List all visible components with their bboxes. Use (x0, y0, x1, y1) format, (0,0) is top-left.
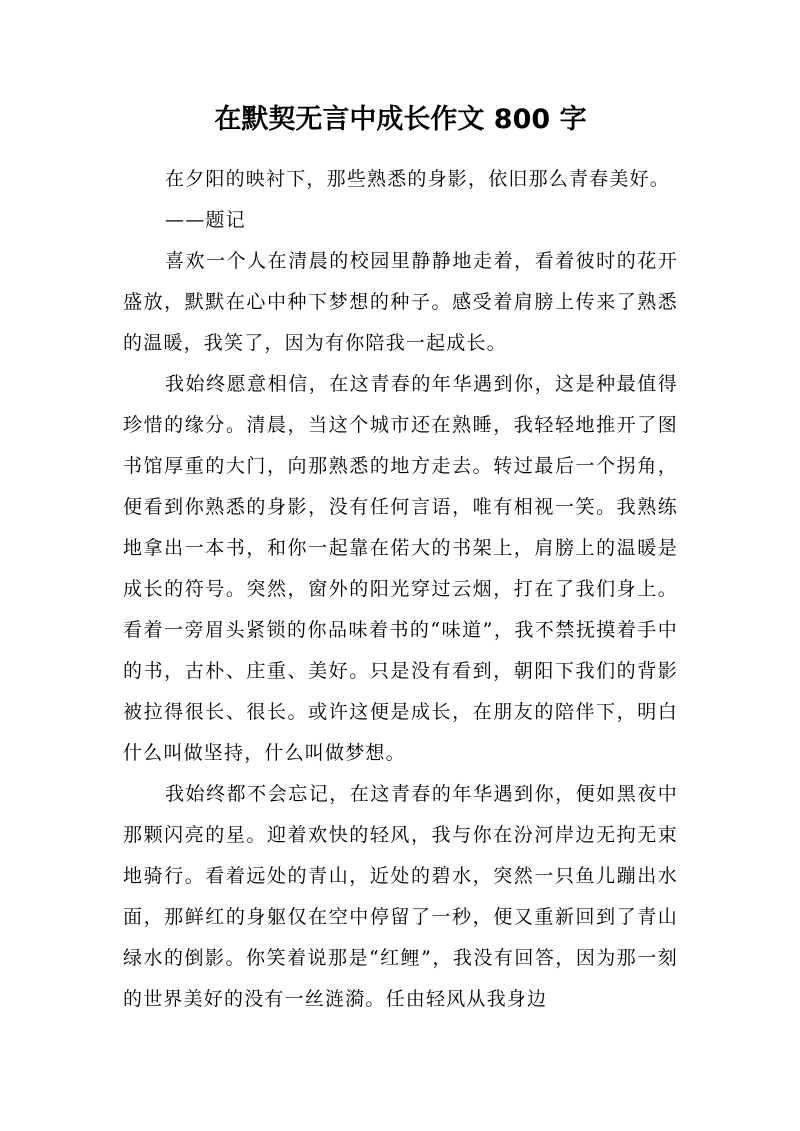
paragraph: 我始终都不会忘记，在这青春的年华遇到你，便如黑夜中那颗闪亮的星。迎着欢快的轻风，我与你在汾河岸边无拘无束地骑行。看着远处的青山，近处的碧水，突然一只鱼儿蹦出水面，那鲜红的身躯仅在空中停留了一秒，便又重新回到了青山绿水的倒影。你笑着说那是“红鲤”，我没有回答，因为那一刻的世界美好的没有一丝涟漪。任由轻风从我身边 (123, 783, 678, 1010)
document-body (123, 159, 678, 1020)
epigraph-attribution: ——题记 (165, 209, 246, 231)
document-title: 在默契无言中成长作文 800 字 (214, 104, 587, 135)
paragraph: 喜欢一个人在清晨的校园里静静地走着，看着彼时的花开盛放，默默在心中种下梦想的种子。感受着肩膀上传来了熟悉的温暖，我笑了，因为有你陪我一起成长。 (123, 250, 678, 354)
epigraph: 在夕阳的映衬下，那些熟悉的身影，依旧那么青春美好。 (165, 168, 671, 190)
paragraph: 我始终愿意相信，在这青春的年华遇到你，这是种最值得珍惜的缘分。清晨，当这个城市还在熟睡，我轻轻地推开了图书馆厚重的大门，向那熟悉的地方走去。转过最后一个拐角，便看到你熟悉的身影，没有任何言语，唯有相视一笑。我熟练地拿出一本书，和你一起靠在偌大的书架上，肩膀上的温暖是成长的符号。突然，窗外的阳光穿过云烟，打在了我们身上。看着一旁眉头紧锁的你品味着书的“味道”，我不禁抚摸着手中的书，古朴、庄重、美好。只是没有看到，朝阳下我们的背影被拉得很长、很长。或许这便是成长，在朋友的陪伴下，明白什么叫做坚持，什么叫做梦想。 (123, 373, 678, 764)
